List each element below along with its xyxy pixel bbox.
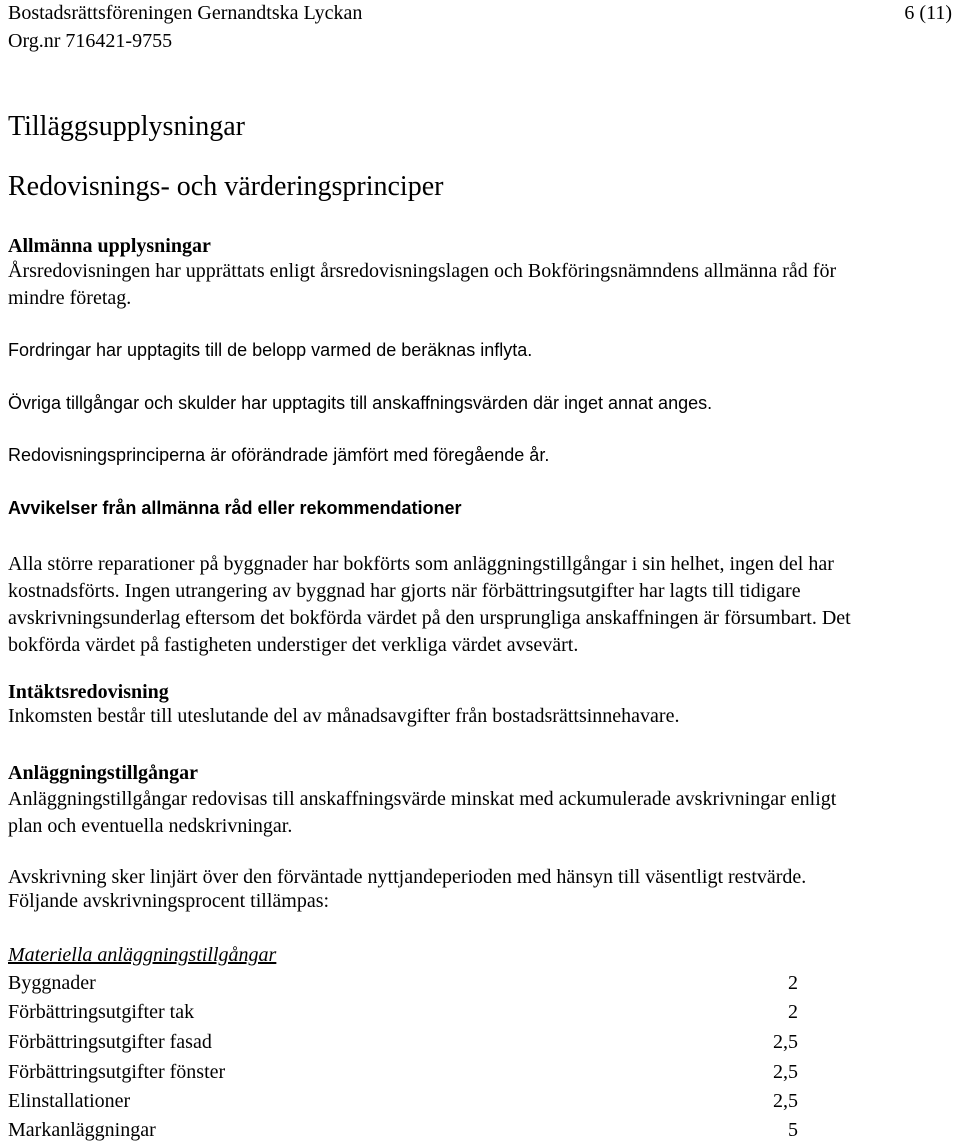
rate-row	[8, 969, 798, 997]
depreciation-line-1: Avskrivning sker linjärt över den förväntade nyttjandeperioden med hänsyn till väsentligt restvärde.	[8, 866, 807, 888]
deviations-heading: Avvikelser från allmänna råd eller rekommendationer	[8, 498, 462, 518]
org-number: Org.nr 716421-9755	[8, 30, 173, 52]
rate-value: 2,5	[773, 1061, 798, 1083]
rate-label: Elinstallationer	[8, 1090, 131, 1112]
rate-label: Förbättringsutgifter fasad	[8, 1031, 212, 1053]
deviations-line-3: avskrivningsunderlag eftersom det bokförda värdet på den ursprungliga anskaffningen är försumbart. Det	[8, 607, 851, 629]
page-title: Tilläggsupplysningar	[8, 111, 245, 142]
revenue-text: Inkomsten består till uteslutande del av månadsavgifter från bostadsrättsinnehavare.	[8, 705, 680, 727]
rate-value: 2	[788, 1001, 798, 1023]
rate-value: 5	[788, 1119, 798, 1141]
depreciation-line-2: Följande avskrivningsprocent tillämpas:	[8, 890, 330, 912]
rate-row	[8, 1058, 798, 1086]
rate-label: Markanläggningar	[8, 1119, 156, 1141]
principles-text: Redovisningsprinciperna är oförändrade jämfört med föregående år.	[8, 445, 550, 465]
rate-row	[8, 1087, 798, 1115]
revenue-heading: Intäktsredovisning	[8, 681, 169, 703]
rate-label: Förbättringsutgifter fönster	[8, 1061, 226, 1083]
rate-row	[8, 1116, 798, 1144]
page-header	[8, 0, 952, 26]
page-number: 6 (11)	[904, 2, 952, 24]
general-heading: Allmänna upplysningar	[8, 235, 211, 257]
rate-label: Byggnader	[8, 972, 96, 994]
rate-label: Förbättringsutgifter tak	[8, 1001, 195, 1023]
fixed-assets-heading: Anläggningstillgångar	[8, 762, 199, 784]
section-title: Redovisnings- och värderingsprinciper	[8, 171, 444, 202]
general-line-1: Årsredovisningen har upprättats enligt årsredovisningslagen och Bokföringsnämndens allmänna råd för	[8, 260, 837, 282]
deviations-line-1: Alla större reparationer på byggnader har bokförts som anläggningstillgångar i sin helhet, ingen del har	[8, 553, 834, 575]
tangible-assets-heading: Materiella anläggningstillgångar	[8, 944, 277, 966]
other-assets-text: Övriga tillgångar och skulder har upptagits till anskaffningsvärden där inget annat anges.	[8, 393, 713, 413]
deviations-line-4: bokförda värdet på fastigheten understiger det verkliga värdet avsevärt.	[8, 634, 579, 656]
rate-value: 2	[788, 972, 798, 994]
rate-value: 2,5	[773, 1031, 798, 1053]
rate-row	[8, 1028, 798, 1056]
fixed-assets-line-2: plan och eventuella nedskrivningar.	[8, 815, 293, 837]
rate-row	[8, 998, 798, 1026]
org-number-row	[8, 28, 952, 54]
general-line-2: mindre företag.	[8, 287, 132, 309]
org-name: Bostadsrättsföreningen Gernandtska Lyckan	[8, 2, 363, 24]
deviations-line-2: kostnadsförts. Ingen utrangering av byggnad har gjorts när förbättringsutgifter har lagts till tidigare	[8, 580, 801, 602]
fixed-assets-line-1: Anläggningstillgångar redovisas till anskaffningsvärde minskat med ackumulerade avskrivningar enligt	[8, 788, 837, 810]
rate-value: 2,5	[773, 1090, 798, 1112]
receivables-text: Fordringar har upptagits till de belopp varmed de beräknas inflyta.	[8, 340, 533, 360]
